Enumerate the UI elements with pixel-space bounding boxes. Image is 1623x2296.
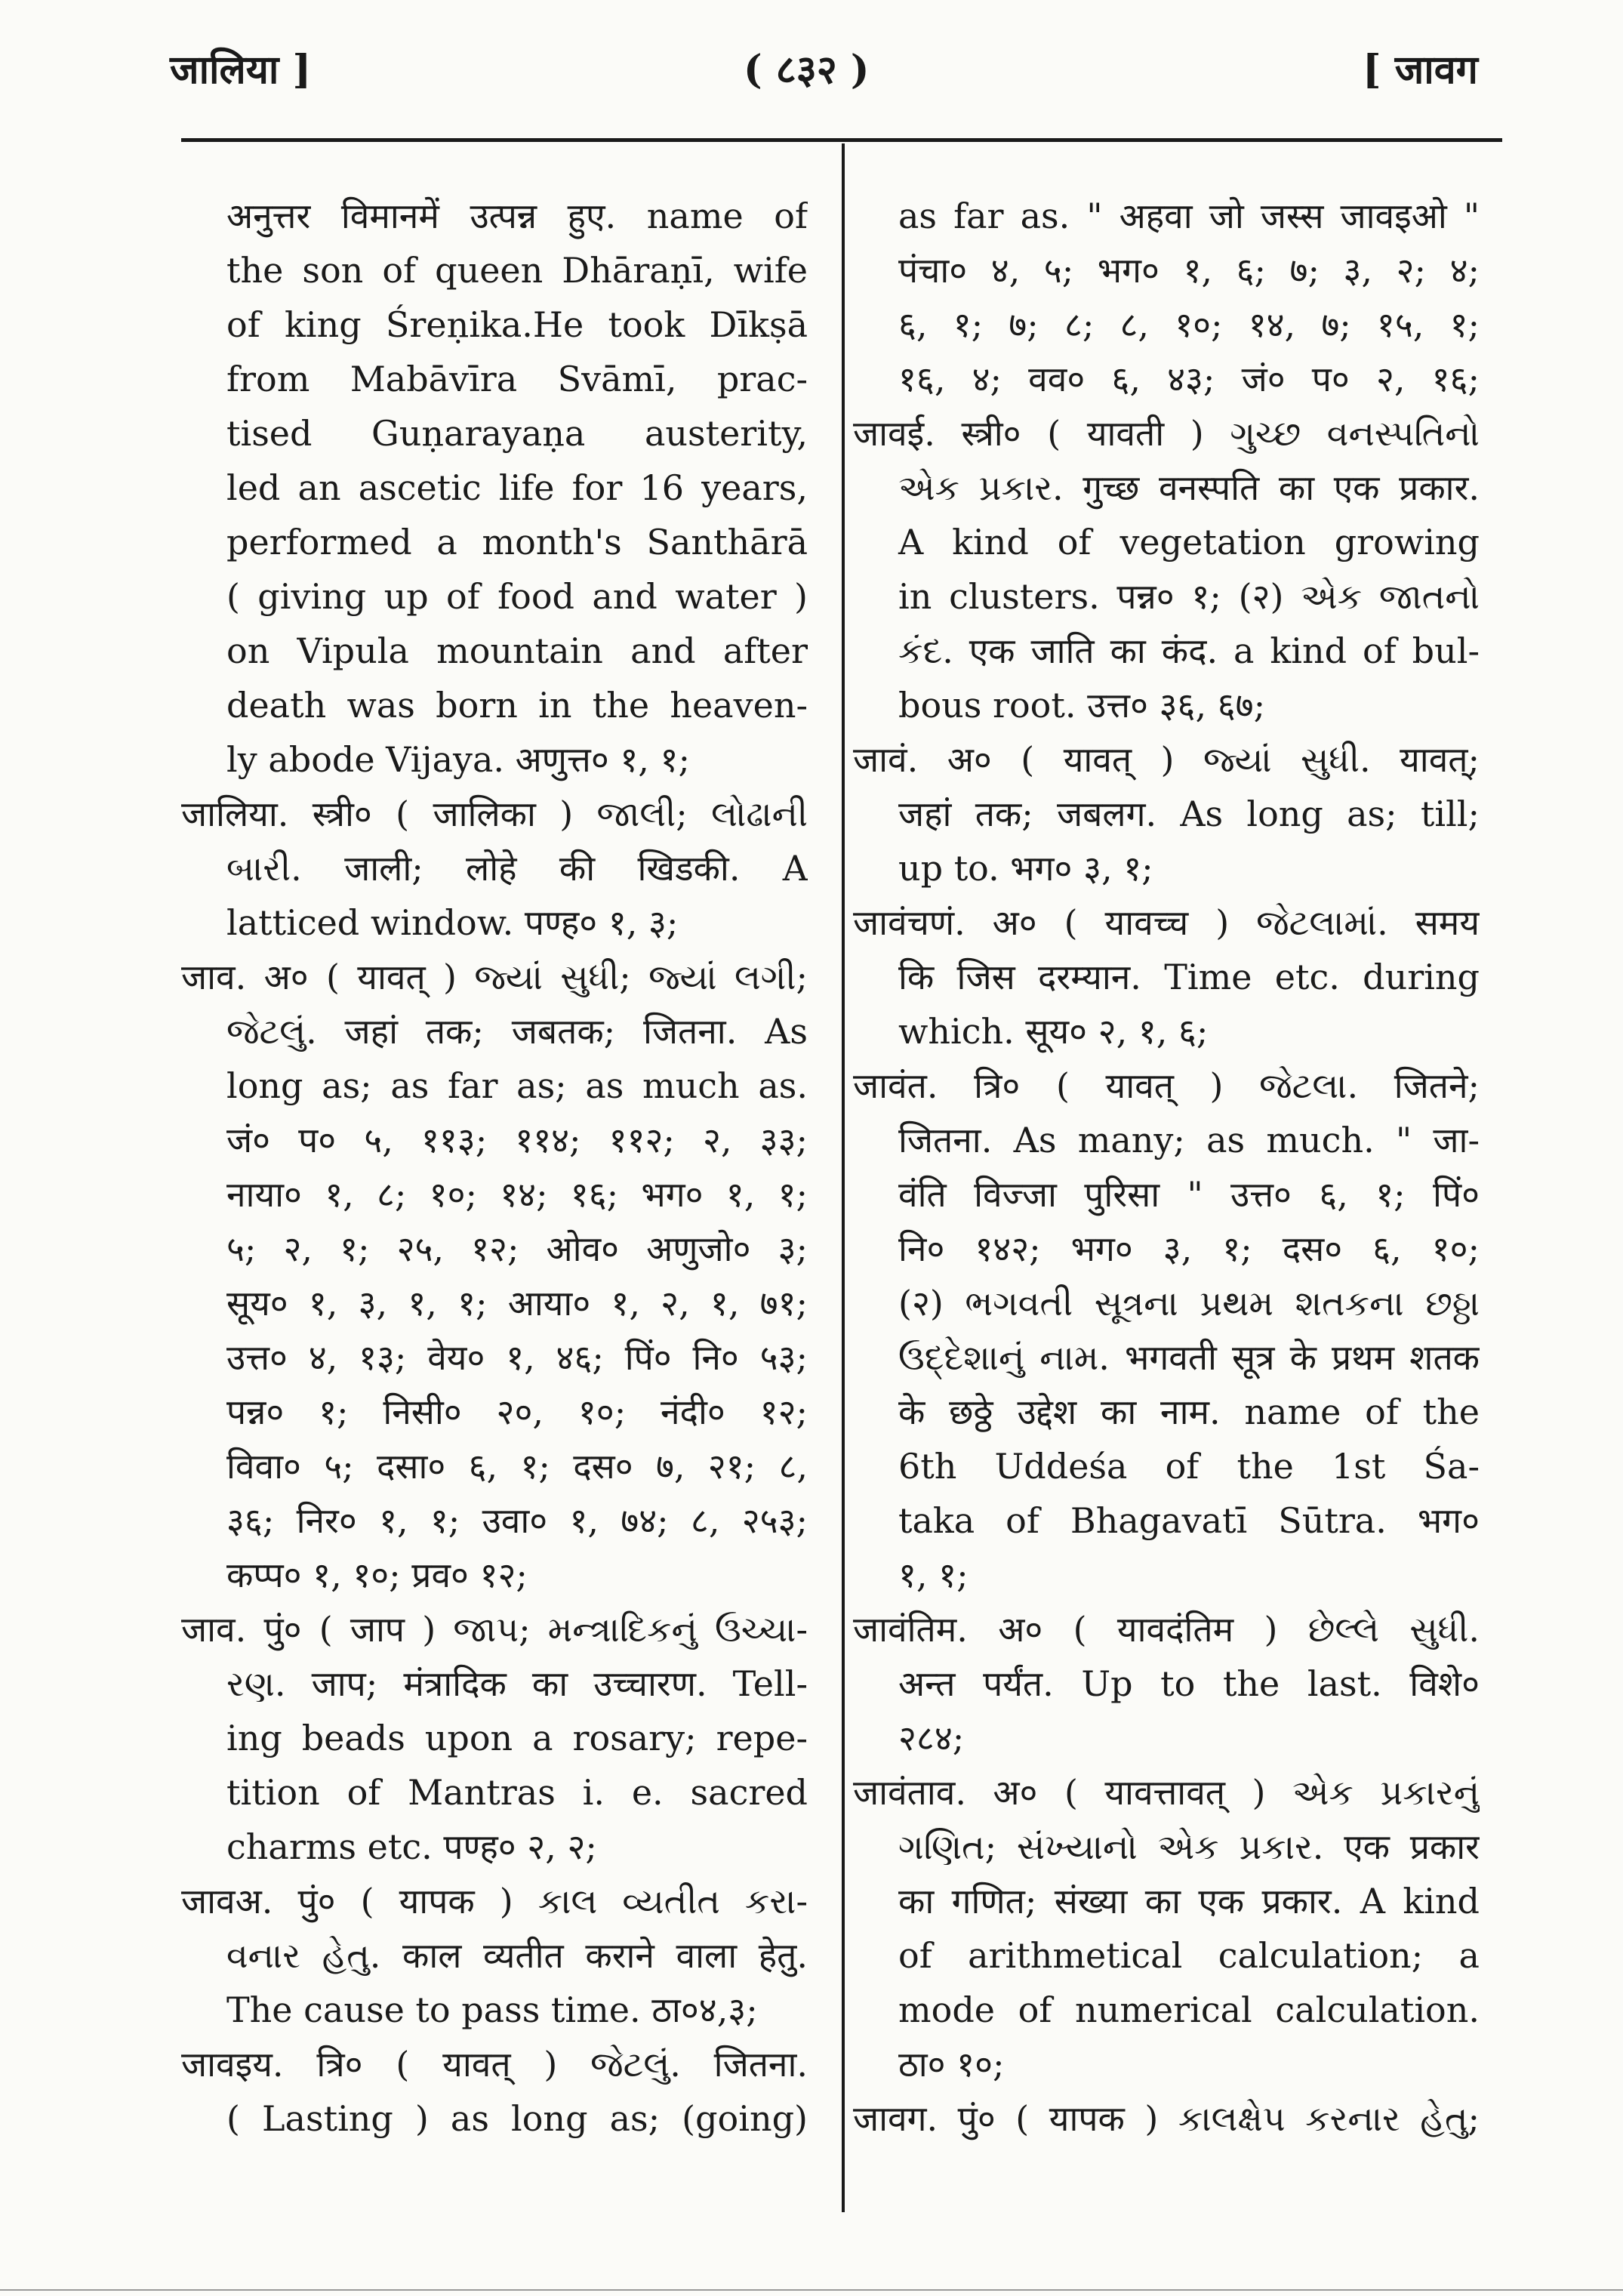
headword-line: जावंताव. अ० ( यावत्तावत् ) એક પ્રકારનું [853,1772,1480,1813]
entry-line: which. सूय० २, १, ६; [898,1011,1209,1052]
entry-line: ६, १; ७; ८; ८, १०; १४, ७; १५, १; [898,304,1480,345]
entry-line: of king Śreṇika.He took Dīkṣā [226,304,808,345]
entry-line: २८४; [898,1718,965,1758]
entry-line: ( Lasting ) as long as; (going) [226,2098,808,2139]
headword-line: जावइय. त्रि० ( यावत् ) જેટલું. जितना. [181,2044,808,2085]
entry-line: १६, ४; वव० ६, ४३; जं० प० २, १६; [898,359,1480,399]
page-number: ( ८३२ ) [744,47,870,93]
entry-line: tised Guṇarayaṇa austerity, [226,413,808,454]
entry-line: १, १; [898,1555,969,1595]
entry-line: पंचा० ४, ५; भग० १, ६; ७; ३, २; ४; [898,250,1480,291]
entry-line: का गणित; संख्या का एक प्रकार. A kind [898,1881,1480,1922]
headword-line: जावंचणं. अ० ( यावच्च ) જેટલામાં. समय [853,902,1480,943]
entry-line: latticed window. पण्ह० १, ३; [226,902,679,943]
entry-line: नाया० १, ८; १०; १४; १६; भग० १, १; [226,1174,808,1215]
entry-line: death was born in the heaven- [226,685,808,726]
entry-line: વનાર હેતુ. काल व्यतीत कराने वाला हेतु. [226,1935,808,1976]
entry-line: ઉદ્દેશાનું નામ. भगवती सूत्र के प्रथम शतक [898,1337,1480,1378]
entry-line: जहां तक; जबलग. As long as; till; [898,794,1480,834]
entry-line: ing beads upon a rosary; repe- [226,1718,808,1758]
entry-line: as far as. " अहवा जो जस्स जावइओ " [898,196,1480,236]
headword-line: जाव. पुं० ( जाप ) જાપ; મન્ત્રાદિકનું ઉચ્ચા- [181,1609,808,1650]
entry-line: ( giving up of food and water ) [226,576,808,617]
entry-line: के छठ्ठे उद्देश का नाम. name of the [898,1391,1480,1432]
entry-line: अन्त पर्यंत. Up to the last. विशे० [898,1663,1480,1704]
entry-line: રણ. जाप; मंत्रादिक का उच्चारण. Tell- [226,1663,808,1704]
entry-line: from Mabāvīra Svāmī, prac- [226,359,808,399]
entry-line: બારી. जाली; लोहे की खिडकी. A [226,848,808,889]
headword-line: जावं. अ० ( यावत् ) જ્યાં સુધી. यावत्; [853,739,1480,780]
headword-line: जावंत. त्रि० ( यावत् ) જેટલા. जितने; [853,1065,1480,1106]
headword-line: जालिया. स्त्री० ( जालिका ) જાલી; લોઢાની [181,794,808,834]
entry-line: જેટલું. जहां तक; जबतक; जितना. As [226,1011,808,1052]
entry-line: The cause to pass time. ठा०४,३; [226,1989,758,2030]
entry-line: mode of numerical calculation. [898,1989,1480,2030]
entry-line: ગણિત; સંખ્યાનો એક પ્રકાર. एक प्रकार [898,1826,1480,1867]
entry-line: जं० प० ५, ११३; ११४; ११२; २, ३३; [226,1120,808,1160]
column-divider [842,143,845,2212]
entry-line: of arithmetical calculation; a [898,1935,1480,1976]
entry-line: the son of queen Dhāraṇī, wife [226,250,808,291]
entry-line: कप्प० १, १०; प्रव० १२; [226,1555,528,1595]
entry-line: on Vipula mountain and after [226,630,808,671]
entry-line: bous root. उत्त० ३६, ६७; [898,685,1266,726]
entry-line: led an ascetic life for 16 years, [226,467,808,508]
headword-line: जाव. अ० ( यावत् ) જ્યાં સુધી; જ્યાં લગી; [181,957,808,997]
headword-line: जावअ. पुं० ( यापक ) કાલ વ્યતીત કરા- [181,1881,808,1922]
entry-line: नि० १४२; भग० ३, १; दस० ६, १०; [898,1228,1480,1269]
entry-line: ly abode Vijaya. अणुत्त० १, १; [226,739,690,780]
running-head-right: [ जावग [1363,47,1478,93]
entry-line: performed a month's Santhārā [226,522,808,562]
headword-line: जावई. स्त्री० ( यावती ) ગુચ્છ વનસ્પતિનો [853,413,1480,454]
entry-line: in clusters. पन्न० १; (२) એક જાતનો [898,576,1480,617]
entry-line: जितना. As many; as much. " जा- [898,1120,1480,1160]
entry-line: उत्त० ४, १३; वेय० १, ४६; पिं० नि० ५३; [226,1337,808,1378]
left-column [181,189,808,2146]
entry-line: charms etc. पण्ह० २, २; [226,1826,597,1867]
entry-line: 6th Uddeśa of the 1st Śa- [898,1446,1480,1487]
entry-line: ठा० १०; [898,2044,1005,2085]
entry-line: कि जिस दरम्यान. Time etc. during [898,957,1480,997]
entry-line: ३६; निर० १, १; उवा० १, ७४; ८, २५३; [226,1500,808,1541]
headword-line: जावंतिम. अ० ( यावदंतिम ) છેલ્લે સુધી. [853,1609,1480,1650]
entry-line: A kind of vegetation growing [898,522,1480,562]
entry-line: ५; २, १; २५, १२; ओव० अणुजो० ३; [226,1228,808,1269]
entry-line: सूय० १, ३, १, १; आया० १, २, १, ७१; [226,1283,808,1324]
entry-line: long as; as far as; as much as. [226,1065,808,1106]
header-rule [181,138,1502,142]
running-head-left: जालिया ] [170,47,312,93]
entry-line: tition of Mantras i. e. sacred [226,1772,808,1813]
right-column [853,189,1480,2146]
entry-line: up to. भग० ३, १; [898,848,1153,889]
headword-line: जावग. पुं० ( यापक ) કાલક્ષેપ કરનાર હેતુ; [853,2098,1480,2139]
entry-line: એક પ્રકાર. गुच्छ वनस्पति का एक प्रकार. [898,467,1480,508]
entry-line: वंति विज्जा पुरिसा " उत्त० ६, १; पिं० [898,1174,1480,1215]
entry-line: विवा० ५; दसा० ६, १; दस० ७, २१; ८, [226,1446,808,1487]
entry-line: पन्न० १; निसी० २०, १०; नंदी० १२; [226,1391,808,1432]
entry-line: કંદ. एक जाति का कंद. a kind of bul- [898,630,1480,671]
entry-line: (२) ભગવતી સૂત્રના પ્રથમ શતકના છઠ્ઠા [898,1283,1480,1324]
entry-line: अनुत्तर विमानमें उत्पन्न हुए. name of [226,196,808,236]
page-bottom-edge [0,2289,1623,2291]
entry-line: taka of Bhagavatī Sūtra. भग० [898,1500,1480,1541]
